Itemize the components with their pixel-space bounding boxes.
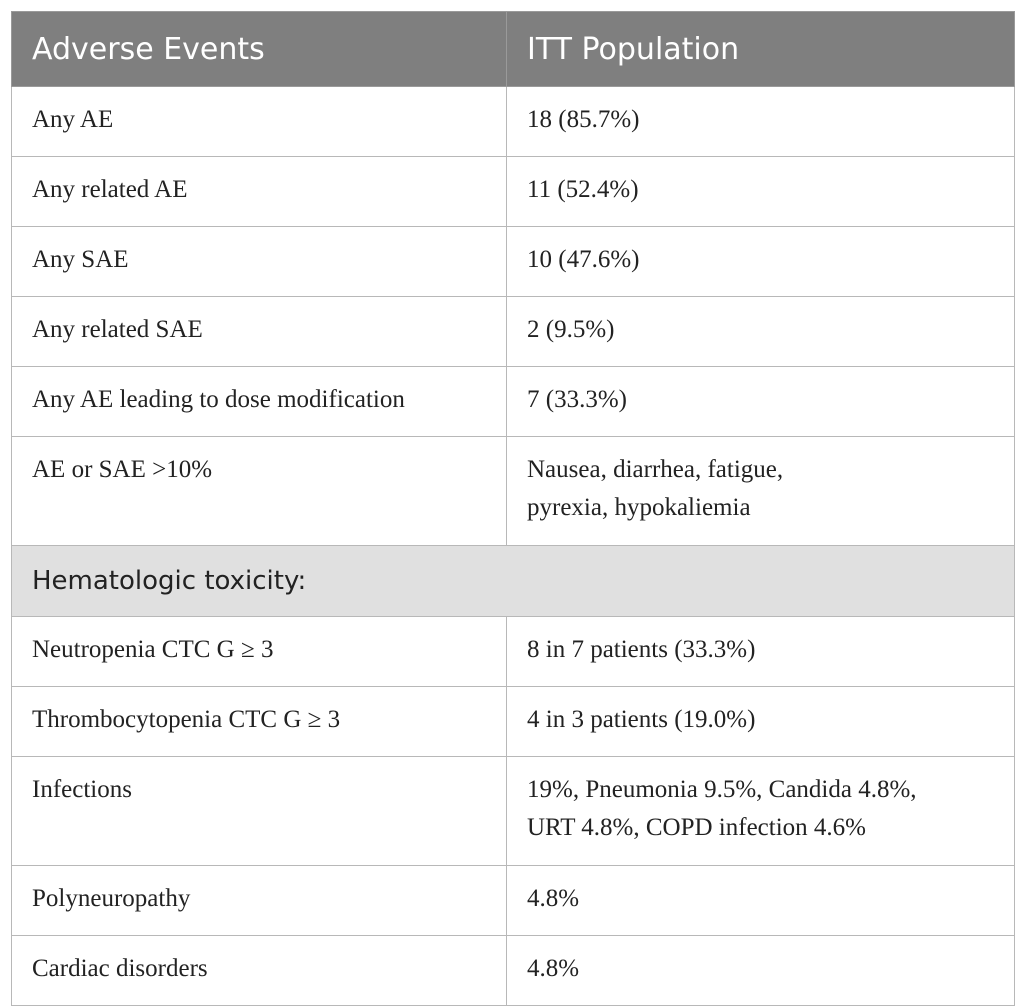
table-row <box>12 687 1015 757</box>
adverse-events-table-container <box>11 11 1014 1006</box>
value-line: 19%, Pneumonia 9.5%, Candida 4.8%, <box>527 776 917 803</box>
adverse-events-table <box>11 11 1015 1006</box>
event-cell: Cardiac disorders <box>12 936 507 1006</box>
table-row <box>12 757 1015 866</box>
event-cell: Neutropenia CTC G ≥ 3 <box>12 617 507 687</box>
value-line: URT 4.8%, COPD infection 4.6% <box>527 814 866 841</box>
table-header-row <box>12 12 1015 87</box>
event-cell: Thrombocytopenia CTC G ≥ 3 <box>12 687 507 757</box>
value-cell: 4.8% <box>507 936 1015 1006</box>
section-title: Hematologic toxicity: <box>12 546 1015 617</box>
table-row <box>12 866 1015 936</box>
table-row <box>12 936 1015 1006</box>
event-cell: Any AE leading to dose modification <box>12 367 507 437</box>
section-header-row <box>12 546 1015 617</box>
table-row <box>12 617 1015 687</box>
event-cell: Any AE <box>12 87 507 157</box>
event-cell: Any related SAE <box>12 297 507 367</box>
value-cell: 10 (47.6%) <box>507 227 1015 297</box>
value-cell: 4.8% <box>507 866 1015 936</box>
value-cell: 4 in 3 patients (19.0%) <box>507 687 1015 757</box>
header-itt-population: ITT Population <box>507 12 1015 87</box>
value-cell: 18 (85.7%) <box>507 87 1015 157</box>
value-line: Nausea, diarrhea, fatigue, <box>527 456 784 483</box>
header-adverse-events: Adverse Events <box>12 12 507 87</box>
table-row <box>12 157 1015 227</box>
event-cell: Any SAE <box>12 227 507 297</box>
value-cell: 2 (9.5%) <box>507 297 1015 367</box>
table-row <box>12 297 1015 367</box>
event-cell: AE or SAE >10% <box>12 437 507 546</box>
value-cell: 7 (33.3%) <box>507 367 1015 437</box>
table-row <box>12 227 1015 297</box>
event-cell: Any related AE <box>12 157 507 227</box>
value-cell <box>507 757 1015 866</box>
event-cell: Polyneuropathy <box>12 866 507 936</box>
value-cell: 11 (52.4%) <box>507 157 1015 227</box>
value-cell <box>507 437 1015 546</box>
event-cell: Infections <box>12 757 507 866</box>
value-line: pyrexia, hypokaliemia <box>527 494 751 521</box>
table-row <box>12 87 1015 157</box>
table-row <box>12 437 1015 546</box>
table-row <box>12 367 1015 437</box>
value-cell: 8 in 7 patients (33.3%) <box>507 617 1015 687</box>
